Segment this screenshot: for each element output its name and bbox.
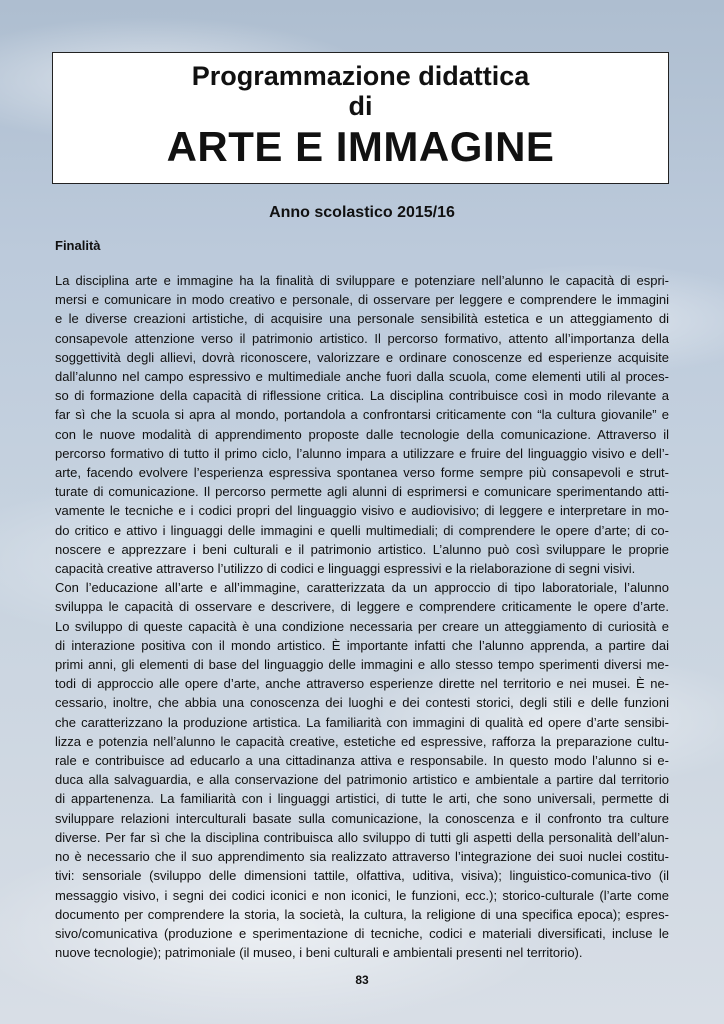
body-line: sviluppare relazioni interculturali basate sulla comunicazione, la conoscenza e il confronto tra culture bbox=[55, 810, 669, 826]
body-text bbox=[55, 271, 669, 962]
body-line: documento per comprendere la storia, la società, la cultura, la religione di una specifica epoca); espres- bbox=[55, 906, 669, 922]
body-line: percorso formativo di tutto il primo ciclo, l’alunno impara a utilizzare e fruire del linguaggio visivo e dell’- bbox=[55, 445, 669, 461]
body-line: Lo sviluppo di queste capacità è una condizione necessaria per creare un atteggiamento di curiosità e bbox=[55, 618, 669, 634]
body-line: sivo/comunicativa (produzione e sperimentazione di tecniche, codici e materiali diversificati, incluse le bbox=[55, 925, 669, 941]
body-line: soggettività degli allievi, dovrà riconoscere, valorizzare e ordinare conoscenze ed esperienze acquisite bbox=[55, 349, 669, 365]
body-line: mersi e comunicare in modo creativo e personale, di osservare per leggere e comprendere le immagini bbox=[55, 292, 669, 308]
body-line: Con l’educazione all’arte e all’immagine, caratterizzata da un approccio di tipo laboratoriale, l’alunno bbox=[55, 580, 669, 596]
school-year: Anno scolastico 2015/16 bbox=[269, 204, 455, 221]
title-line-2: di bbox=[348, 91, 373, 121]
body-line: messaggio visivo, i segni dei codici iconici e non iconici, le funzioni, ecc.); storico-culturale (l’arte come bbox=[55, 887, 669, 903]
body-line: vamente le tecniche e i codici propri del linguaggio visivo e audiovisivo; di leggere e interpretare in mo- bbox=[55, 503, 669, 519]
body-line: do critico e attivo i linguaggi delle immagini e quelli multimediali; di comprendere le opere d’arte; di co- bbox=[55, 522, 669, 538]
body-line: con le nuove modalità di apprendimento proposte dalle tecnologie della comunicazione. Attraverso il bbox=[55, 426, 669, 442]
body-line: nuove tecnologie); patrimoniale (il museo, i beni culturali e ambientali presenti nel territorio). bbox=[55, 945, 583, 961]
title-line-1: Programmazione didattica bbox=[191, 61, 530, 91]
body-line: far sì che la scuola si apra al mondo, portandola a confrontarsi criticamente con “la cultura giovanile” e bbox=[55, 407, 669, 423]
body-line: no è necessario che il suo apprendimento sia realizzato attraverso l’integrazione dei suoi nuclei costitu- bbox=[55, 849, 669, 865]
page-title: ARTE E IMMAGINE bbox=[166, 123, 555, 170]
body-line: lizza e potenzia nell’alunno le capacità creative, estetiche ed espressive, rafforza la preparazione cultu- bbox=[55, 733, 669, 749]
body-line: dall’alunno nel campo espressivo e multimediale anche fuori dalla scuola, come elementi utili al proces- bbox=[55, 369, 669, 385]
page-number: 83 bbox=[355, 973, 369, 987]
body-line: sviluppa le capacità di osservare e descrivere, di leggere e comprendere criticamente le opere d’arte. bbox=[55, 599, 669, 615]
body-line: capacità creative attraverso l’utilizzo di codici e linguaggi espressivi e la rielaborazione di segni visivi. bbox=[55, 561, 636, 577]
body-line: cessario, inoltre, che abbia una conoscenza dei luoghi e dei contesti storici, degli stili e delle funzioni bbox=[55, 695, 669, 711]
body-line: che caratterizzano la produzione artistica. La familiarità con immagini di qualità ed opere d’arte sensibi- bbox=[55, 714, 669, 730]
title-box bbox=[52, 52, 669, 184]
body-line: noscere e apprezzare i beni culturali e il patrimonio artistico. L’alunno può così sviluppare le proprie bbox=[55, 541, 669, 557]
body-line: so di formazione della capacità di riflessione critica. La disciplina contribuisce così in modo rilevante a bbox=[55, 388, 669, 404]
body-line: di interazione positiva con il mondo artistico. È importante infatti che l’alunno apprenda, a partire dai bbox=[55, 637, 669, 653]
body-line: consapevole attenzione verso il patrimonio artistico. Il percorso formativo, attento all’importanza della bbox=[55, 330, 669, 346]
body-line: rale e contribuisce ad educarlo a una cittadinanza attiva e responsabile. In questo modo l’alunno si e- bbox=[55, 753, 669, 769]
body-line: arte, facendo evolvere l’esperienza espressiva spontanea verso forme sempre più consapevoli e strut- bbox=[55, 465, 669, 481]
body-line: turate di comunicazione. Il percorso permette agli alunni di esprimersi e comunicare sperimentando atti- bbox=[55, 484, 669, 500]
section-heading: Finalità bbox=[55, 238, 101, 253]
body-line: tivi: sensoriale (sviluppo delle dimensioni tattile, olfattiva, uditiva, visiva); linguistico-comunica-tivo (il bbox=[55, 868, 669, 884]
body-line: duca alla salvaguardia, e alla conservazione del patrimonio artistico e ambientale a partire dal territorio bbox=[55, 772, 669, 788]
body-line: diverse. Per far sì che la disciplina contribuisca allo sviluppo di tutti gli aspetti della personalità dell’alun- bbox=[55, 829, 669, 845]
body-line: e le diverse creazioni artistiche, di acquisire una personale sensibilità estetica e un atteggiamento di bbox=[55, 311, 669, 327]
body-line: La disciplina arte e immagine ha la finalità di sviluppare e potenziare nell’alunno le capacità di espri- bbox=[55, 273, 669, 288]
body-line: di appartenenza. La familiarità con i linguaggi artistici, di tutte le arti, che sono universali, permette di bbox=[55, 791, 669, 807]
body-line: todi di approccio alle opere d’arte, anche attraverso esperienze dirette nel territorio e nei musei. È ne- bbox=[55, 676, 669, 692]
body-line: primi anni, gli elementi di base del linguaggio delle immagini e allo stesso tempo sperimenti diversi me- bbox=[55, 657, 669, 673]
